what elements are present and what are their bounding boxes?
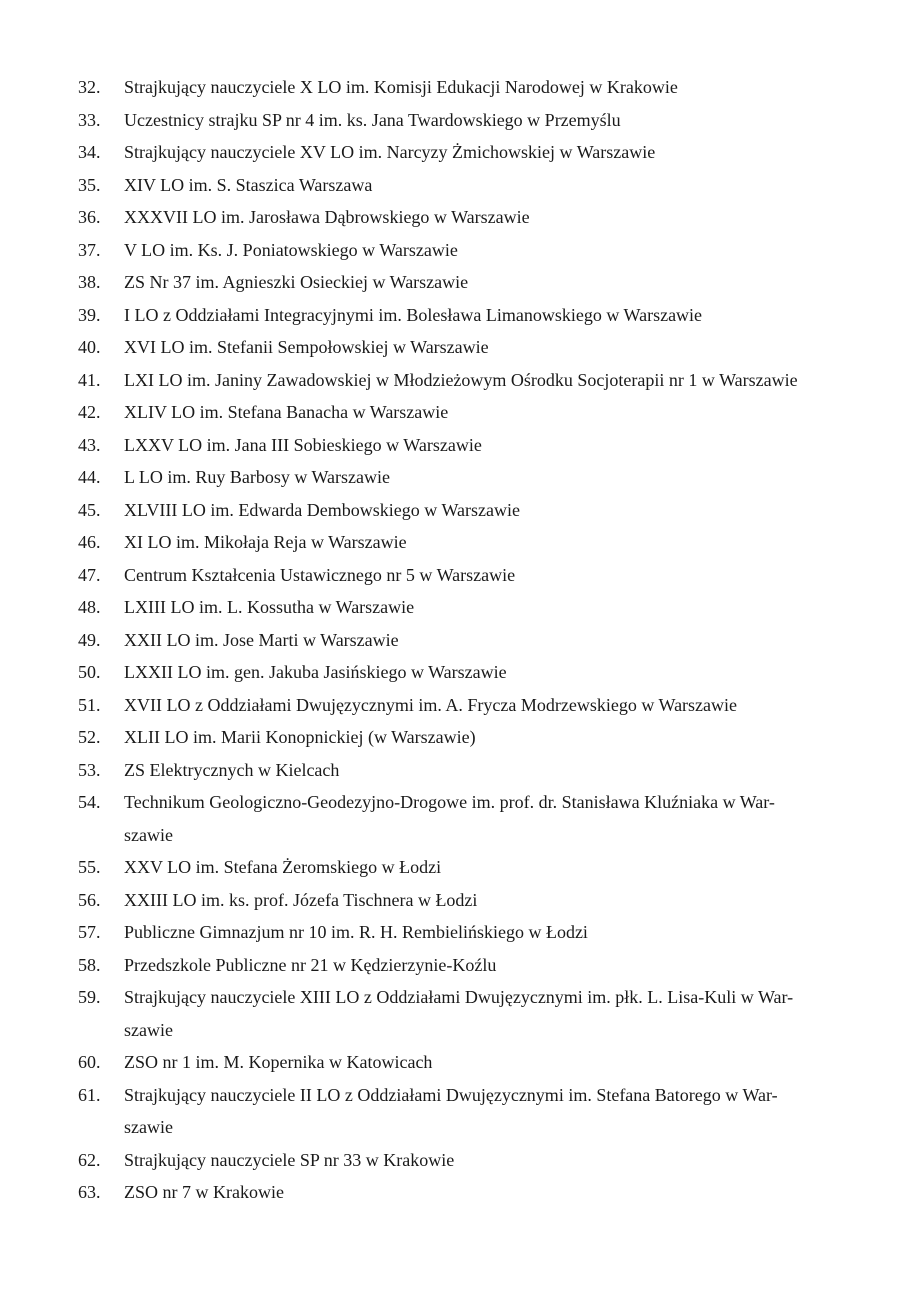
item-number: 49. bbox=[78, 629, 101, 650]
item-text: Strajkujący nauczyciele XV LO im. Narcyzy Żmichowskiej w Warszawie bbox=[124, 142, 656, 162]
item-text: Strajkujący nauczyciele XIII LO z Oddziałami Dwujęzycznymi im. płk. L. Lisa-Kuli w War- szawie bbox=[124, 987, 794, 1040]
list-item bbox=[0, 364, 920, 397]
item-text: LXXV LO im. Jana III Sobieskiego w Warszawie bbox=[124, 434, 482, 455]
item-text: LXXII LO im. gen. Jakuba Jasińskiego w Warszawie bbox=[124, 662, 507, 682]
item-number: 35. bbox=[78, 174, 101, 195]
item-text: LXI LO im. Janiny Zawadowskiej w Młodzieżowym Ośrodku Socjoterapii nr 1 w Warszawie bbox=[124, 369, 798, 390]
list-item bbox=[0, 201, 920, 234]
list-item bbox=[0, 591, 920, 624]
list-item bbox=[0, 266, 920, 299]
item-text: Strajkujący nauczyciele SP nr 33 w Krakowie bbox=[124, 1149, 455, 1170]
list-item bbox=[0, 1144, 920, 1177]
item-text: Strajkujący nauczyciele II LO z Oddziałami Dwujęzycznymi im. Stefana Batorego w War- szawie bbox=[124, 1084, 778, 1137]
list-item bbox=[0, 851, 920, 884]
list-item bbox=[0, 1079, 920, 1144]
list-item bbox=[0, 396, 920, 429]
list-item bbox=[0, 331, 920, 364]
item-text: ZS Elektrycznych w Kielcach bbox=[124, 759, 340, 780]
item-number: 53. bbox=[78, 759, 101, 780]
item-number: 34. bbox=[78, 142, 101, 162]
list-item bbox=[0, 624, 920, 657]
item-number: 56. bbox=[78, 889, 101, 910]
item-text: XVI LO im. Stefanii Sempołowskiej w Warszawie bbox=[124, 337, 489, 357]
list-item bbox=[0, 1176, 920, 1209]
item-text: XIV LO im. S. Staszica Warszawa bbox=[124, 174, 373, 195]
list-item bbox=[0, 104, 920, 137]
item-number: 41. bbox=[78, 369, 101, 390]
item-number: 47. bbox=[78, 564, 101, 585]
list-item bbox=[0, 71, 920, 104]
item-number: 58. bbox=[78, 954, 101, 975]
item-number: 39. bbox=[78, 304, 101, 325]
item-number: 60. bbox=[78, 1052, 101, 1072]
item-text: Przedszkole Publiczne nr 21 w Kędzierzynie-Koźlu bbox=[124, 954, 497, 975]
item-text: XXIII LO im. ks. prof. Józefa Tischnera w Łodzi bbox=[124, 889, 478, 910]
item-number: 48. bbox=[78, 597, 101, 617]
list-item bbox=[0, 916, 920, 949]
item-number: 54. bbox=[78, 792, 101, 812]
item-number: 32. bbox=[78, 77, 101, 97]
item-number: 44. bbox=[78, 467, 101, 487]
item-text: XXXVII LO im. Jarosława Dąbrowskiego w Warszawie bbox=[124, 207, 530, 227]
item-text: ZSO nr 7 w Krakowie bbox=[124, 1182, 284, 1202]
item-number: 63. bbox=[78, 1182, 101, 1202]
item-number: 52. bbox=[78, 727, 101, 747]
item-number: 38. bbox=[78, 272, 101, 292]
item-text: XLII LO im. Marii Konopnickiej (w Warszawie) bbox=[124, 727, 476, 747]
item-number: 40. bbox=[78, 337, 101, 357]
list-item bbox=[0, 981, 920, 1046]
item-text: L LO im. Ruy Barbosy w Warszawie bbox=[124, 467, 391, 487]
list-item bbox=[0, 656, 920, 689]
item-text: XLIV LO im. Stefana Banacha w Warszawie bbox=[124, 402, 449, 422]
list-item bbox=[0, 949, 920, 982]
item-text: Uczestnicy strajku SP nr 4 im. ks. Jana Twardowskiego w Przemyślu bbox=[124, 109, 621, 130]
item-number: 37. bbox=[78, 239, 101, 260]
item-number: 59. bbox=[78, 987, 101, 1007]
list-item bbox=[0, 721, 920, 754]
item-text: XLVIII LO im. Edwarda Dembowskiego w Warszawie bbox=[124, 499, 520, 520]
list-item bbox=[0, 299, 920, 332]
list-item bbox=[0, 234, 920, 267]
item-number: 50. bbox=[78, 662, 101, 682]
list-item bbox=[0, 559, 920, 592]
item-text: V LO im. Ks. J. Poniatowskiego w Warszawie bbox=[124, 239, 458, 260]
item-number: 45. bbox=[78, 499, 101, 520]
item-text: Publiczne Gimnazjum nr 10 im. R. H. Rembielińskiego w Łodzi bbox=[124, 922, 588, 942]
list-item bbox=[0, 754, 920, 787]
item-text: Strajkujący nauczyciele X LO im. Komisji Edukacji Narodowej w Krakowie bbox=[124, 77, 678, 97]
item-number: 62. bbox=[78, 1149, 101, 1170]
list-item bbox=[0, 169, 920, 202]
item-number: 57. bbox=[78, 922, 101, 942]
item-number: 33. bbox=[78, 109, 101, 130]
list-item bbox=[0, 689, 920, 722]
item-number: 43. bbox=[78, 434, 101, 455]
item-text: I LO z Oddziałami Integracyjnymi im. Bolesława Limanowskiego w Warszawie bbox=[124, 304, 703, 325]
numbered-list bbox=[0, 71, 920, 1209]
item-text: XXII LO im. Jose Marti w Warszawie bbox=[124, 629, 399, 650]
item-number: 51. bbox=[78, 694, 101, 715]
list-item bbox=[0, 429, 920, 462]
item-text: ZSO nr 1 im. M. Kopernika w Katowicach bbox=[124, 1052, 433, 1072]
item-text: XXV LO im. Stefana Żeromskiego w Łodzi bbox=[124, 857, 442, 877]
list-item bbox=[0, 136, 920, 169]
list-item bbox=[0, 884, 920, 917]
item-text: XVII LO z Oddziałami Dwujęzycznymi im. A. Frycza Modrzewskiego w Warszawie bbox=[124, 694, 738, 715]
item-text: Technikum Geologiczno-Geodezyjno-Drogowe im. prof. dr. Stanisława Kluźniaka w War- szawie bbox=[124, 792, 775, 845]
item-number: 36. bbox=[78, 207, 101, 227]
item-text: ZS Nr 37 im. Agnieszki Osieckiej w Warszawie bbox=[124, 272, 469, 292]
item-text: Centrum Kształcenia Ustawicznego nr 5 w Warszawie bbox=[124, 564, 516, 585]
list-item bbox=[0, 461, 920, 494]
item-text: XI LO im. Mikołaja Reja w Warszawie bbox=[124, 532, 407, 552]
item-number: 55. bbox=[78, 857, 101, 877]
list-item bbox=[0, 1046, 920, 1079]
item-number: 46. bbox=[78, 532, 101, 552]
list-item bbox=[0, 494, 920, 527]
item-number: 42. bbox=[78, 402, 101, 422]
item-number: 61. bbox=[78, 1084, 101, 1105]
list-item bbox=[0, 526, 920, 559]
list-item bbox=[0, 786, 920, 851]
item-text: LXIII LO im. L. Kossutha w Warszawie bbox=[124, 597, 415, 617]
